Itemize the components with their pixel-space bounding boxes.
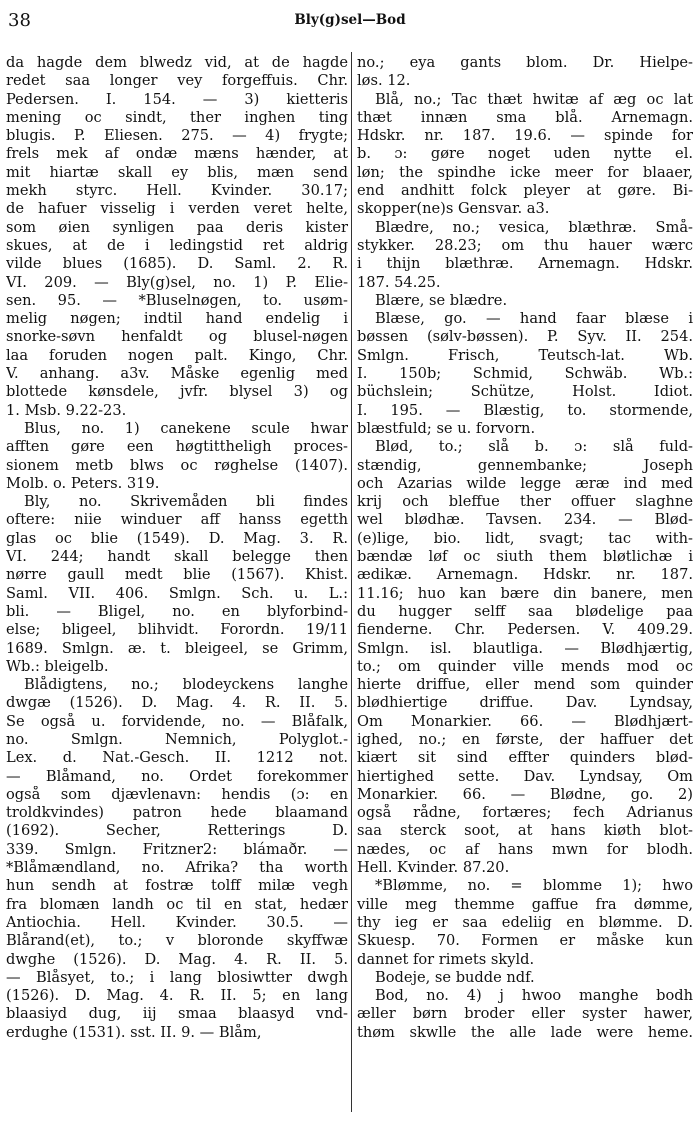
text-line: Blårand(et), to.; v bloronde skyffwæ — [6, 932, 348, 950]
text-line: Om Monarkier. 66. — Blødhjært- — [357, 712, 693, 730]
text-line: — Blåmand, no. Ordet forekommer — [6, 767, 348, 785]
text-line: V. anhang. a3v. Måske egenlig med — [6, 365, 348, 383]
text-line: krij och bleffue ther offuer slaghne — [357, 493, 693, 511]
text-line: også som djævlenavn: hendis (ɔ: en — [6, 785, 348, 803]
text-line: troldkvindes) patron hede blaamand — [6, 804, 348, 822]
column-divider — [351, 52, 352, 1112]
text-line: mening oc sindt, ther inghen ting — [6, 108, 348, 126]
text-line: glas oc blie (1549). D. Mag. 3. R. — [6, 529, 348, 547]
text-line: b. ɔ: gøre noget uden nytte el. — [357, 145, 693, 163]
text-line: *Blømme, no. = blomme 1); hwo — [375, 877, 693, 895]
text-line: bøssen (sølv-bøssen). P. Syv. II. 254. — [357, 328, 693, 346]
text-line: (e)lige, bio. lidt, svagt; tac with- — [357, 529, 693, 547]
text-line: Hell. Kvinder. 87.20. — [357, 859, 510, 877]
text-line: (1526). D. Mag. 4. R. II. 5; en lang — [6, 987, 348, 1005]
left-column — [6, 54, 348, 1042]
text-line: Smlgn. isl. blautliga. — Blødhjærtig, — [357, 639, 693, 657]
text-line: også rådne, fortæres; fech Adrianus — [357, 804, 693, 822]
text-line: de hafuer visselig i verden veret helte, — [6, 200, 348, 218]
text-line: Blådigtens, no.; blodeyckens langhe — [24, 676, 348, 694]
text-line: no. Smlgn. Nemnich, Polyglot.- — [6, 730, 348, 748]
text-line: du hugger selff saa blødelige paa — [357, 602, 693, 620]
text-line: hun sendh at fostræ tolff milæ vegh — [6, 877, 348, 895]
text-line: blugis. P. Eliesen. 275. — 4) frygte; — [6, 127, 348, 145]
text-line: blottede kønsdele, jvfr. blysel 3) og — [6, 383, 348, 401]
text-line: hierte driffue, eller mend som quinder — [357, 676, 693, 694]
text-line: end andhitt folck pleyer at gøre. Bi- — [357, 182, 693, 200]
text-line: Blød, to.; slå b. ɔ: slå fuld- — [375, 438, 693, 456]
text-line: løs. 12. — [357, 72, 411, 90]
text-line: laa foruden nogen palt. Kingo, Chr. — [6, 346, 348, 364]
text-line: Blus, no. 1) canekene scule hwar — [24, 419, 348, 437]
text-line: 1. Msb. 9.22-23. — [6, 401, 127, 419]
text-line: kiært sit sind effter quinders blød- — [357, 749, 693, 767]
text-line: blæstfuld; se u. forvorn. — [357, 419, 536, 437]
text-line: hiertighed sette. Dav. Lyndsay, Om — [357, 767, 693, 785]
text-line: Blå, no.; Tac thæt hwitæ af æg oc lat — [375, 90, 693, 108]
text-line: bli. — Bligel, no. en blyforbind- — [6, 602, 348, 620]
text-line: skopper(ne)s Gensvar. a3. — [357, 200, 550, 218]
text-line: saa sterck soot, at hans kiøth blot- — [357, 822, 693, 840]
text-line: erdughe (1531). sst. II. 9. — Blåm, — [6, 1023, 262, 1041]
text-line: 187. 54.25. — [357, 273, 441, 291]
text-line: Hdskr. nr. 187. 19.6. — spinde for — [357, 127, 693, 145]
text-line: ighed, no.; en første, der haffuer det — [357, 730, 693, 748]
page-number: 38 — [8, 10, 31, 31]
text-line: blaasiyd dug, iij smaa blaasyd vnd- — [6, 1005, 348, 1023]
text-line: I. 150b; Schmid, Schwäb. Wb.: — [357, 365, 693, 383]
text-line: oftere: niie winduer aff hanss egetth — [6, 511, 348, 529]
text-line: Saml. VII. 406. Smlgn. Sch. u. L.: — [6, 584, 348, 602]
text-line: Smlgn. Frisch, Teutsch-lat. Wb. — [357, 346, 693, 364]
text-line: Blæse, go. — hand faar blæse i — [375, 310, 693, 328]
right-column — [357, 54, 693, 1042]
text-line: dwgæ (1526). D. Mag. 4. R. II. 5. — [6, 694, 348, 712]
text-line: mit hiartæ skall ey blis, mæn send — [6, 163, 348, 181]
text-line: nædes, oc af hans mwn for blodh. — [357, 840, 693, 858]
text-line: ville meg themme gaffue fra dømme, — [357, 895, 693, 913]
text-line: — Blåsyet, to.; i lang blosiwtter dwgh — [6, 968, 348, 986]
text-line: no.; eya gants blom. Dr. Hielpe- — [357, 54, 693, 71]
text-line: *Blåmændland, no. Afrika? tha worth — [6, 859, 348, 877]
text-line: dwghe (1526). D. Mag. 4. R. II. 5. — [6, 950, 348, 968]
text-line: skues, at de i ledingstid ret aldrig — [6, 236, 348, 254]
text-line: thy ieg er saa edeliig en blømme. D. — [357, 913, 693, 931]
text-line: büchslein; Schütze, Holst. Idiot. — [357, 383, 693, 401]
text-line: æller børn broder eller syster hawer, — [357, 1005, 693, 1023]
text-line: mekh styrc. Hell. Kvinder. 30.17; — [6, 182, 348, 200]
text-line: wel blødhæ. Tavsen. 234. — Blød- — [357, 511, 693, 529]
text-line: VI. 209. — Bly(g)sel, no. 1) P. Elie- — [6, 273, 348, 291]
text-line: Wb.: bleigelb. — [6, 657, 109, 675]
text-line: melig nøgen; indtil hand endelig i — [6, 310, 348, 328]
text-line: nørre gaull medt blie (1567). Khist. — [6, 566, 348, 584]
text-line: løn; the spindhe icke meer for blaaer, — [357, 163, 693, 181]
text-line: redet saa longer vey forgeffuis. Chr. — [6, 72, 348, 90]
text-line: Pedersen. I. 154. — 3) kietteris — [6, 90, 348, 108]
text-line: VI. 244; handt skall belegge then — [6, 548, 348, 566]
text-line: fienderne. Chr. Pedersen. V. 409.29. — [357, 621, 693, 639]
text-line: fra blomæn landh oc til en stat, hedær — [6, 895, 348, 913]
text-line: vilde blues (1685). D. Saml. 2. R. — [6, 255, 348, 273]
text-line: sen. 95. — *Bluselnøgen, to. usøm- — [6, 291, 348, 309]
text-line: Molb. o. Peters. 319. — [6, 474, 160, 492]
text-line: stykker. 28.23; om thu hauer wærc — [357, 236, 693, 254]
text-line: Lex. d. Nat.-Gesch. II. 1212 not. — [6, 749, 348, 767]
text-line: Blære, se blædre. — [375, 291, 508, 309]
text-line: Bodeje, se budde ndf. — [375, 968, 535, 986]
text-line: Monarkier. 66. — Blødne, go. 2) — [357, 785, 693, 803]
text-line: else; bligeel, blihvidt. Forordn. 19/11 — [6, 621, 348, 639]
text-line: bændæ løf oc siuth them bløtlichæ i — [357, 548, 693, 566]
text-line: (1692). Secher, Retterings D. — [6, 822, 348, 840]
text-line: Se også u. forvidende, no. — Blåfalk, — [6, 712, 348, 730]
text-line: Antiochia. Hell. Kvinder. 30.5. — — [6, 913, 348, 931]
text-line: och Azarias wilde legge æræ ind med — [357, 474, 693, 492]
text-line: Skuesp. 70. Formen er måske kun — [357, 932, 693, 950]
text-line: 1689. Smlgn. æ. t. bleigeel, se Grimm, — [6, 639, 348, 657]
text-line: som øien synligen paa deris kister — [6, 218, 348, 236]
text-line: thøm skwlle the alle lade were heme. — [357, 1023, 693, 1041]
text-line: I. 195. — Blæstig, to. stormende, — [357, 401, 693, 419]
text-line: 339. Smlgn. Fritzner2: blámaðr. — — [6, 840, 348, 858]
text-line: sionem metb blws oc røghelse (1407). — [6, 456, 348, 474]
running-head: Bly(g)sel—Bod — [294, 12, 406, 28]
text-line: snorke-søvn henfaldt og blusel-nøgen — [6, 328, 348, 346]
text-line: thæt innæn sma blå. Arnemagn. — [357, 108, 693, 126]
text-line: afften gøre een høgtittheligh proces- — [6, 438, 348, 456]
text-line: dannet for rimets skyld. — [357, 950, 535, 968]
text-line: to.; om quinder ville mends mod oc — [357, 657, 693, 675]
text-line: frels mek af ondæ mæns hænder, at — [6, 145, 348, 163]
text-line: i thijn blæthræ. Arnemagn. Hdskr. — [357, 255, 693, 273]
text-line: Bly, no. Skrivemåden bli findes — [24, 493, 348, 511]
text-line: da hagde dem blwedz vid, at de hagde — [6, 54, 348, 71]
text-line: 11.16; huo kan bære din banere, men — [357, 584, 693, 602]
text-line: Bod, no. 4) j hwoo manghe bodh — [375, 987, 693, 1005]
text-line: stændig, gennembanke; Joseph — [357, 456, 693, 474]
text-line: ædikæ. Arnemagn. Hdskr. nr. 187. — [357, 566, 693, 584]
text-line: blødhiertige driffue. Dav. Lyndsay, — [357, 694, 693, 712]
text-line: Blædre, no.; vesica, blæthræ. Små- — [375, 218, 693, 236]
